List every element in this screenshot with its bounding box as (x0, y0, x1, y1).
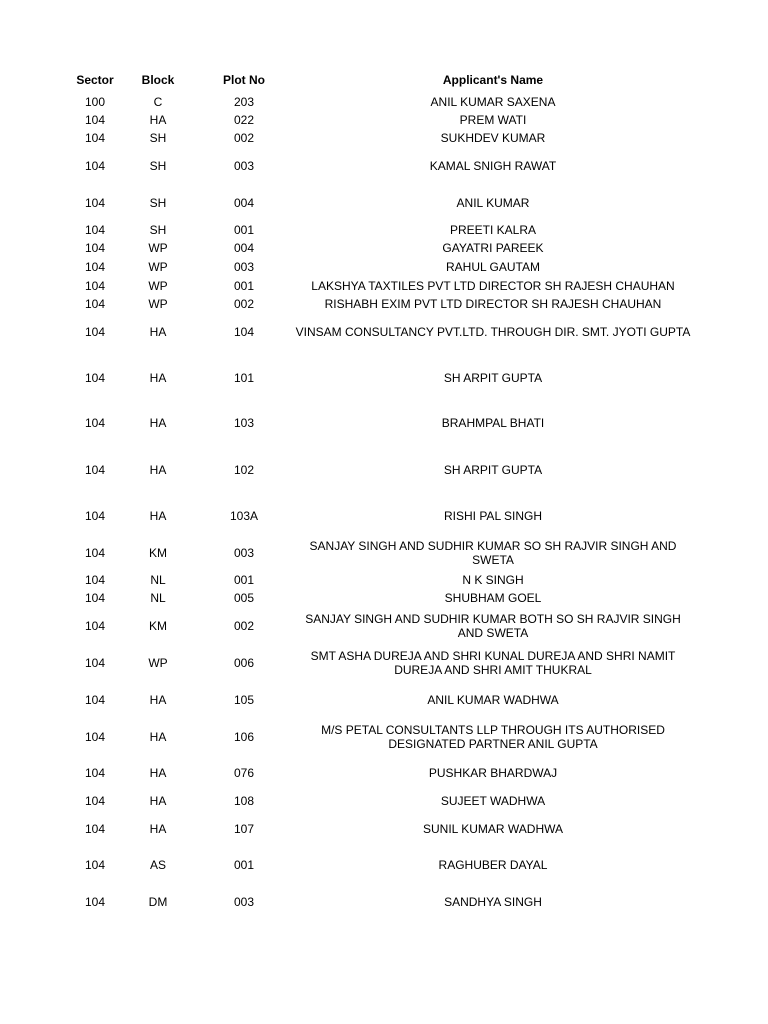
cell-block: HA (149, 509, 167, 523)
cell-block: HA (149, 693, 167, 707)
cell-sector: 104 (84, 416, 106, 430)
header-sector: Sector (76, 73, 114, 87)
cell-plot-no: 003 (233, 159, 255, 173)
cell-block: NL (150, 573, 166, 587)
cell-block: SH (149, 131, 167, 145)
cell-applicant-name: BRAHMPAL BHATI (441, 416, 545, 430)
table-header (0, 70, 768, 90)
cell-plot-no: 107 (233, 822, 255, 836)
cell-block: NL (150, 591, 166, 605)
cell-block: SH (149, 196, 167, 210)
cell-sector: 104 (84, 858, 106, 872)
header-plot-no: Plot No (223, 73, 265, 87)
cell-plot-no: 104 (233, 325, 255, 339)
cell-block: AS (149, 858, 166, 872)
cell-sector: 104 (84, 509, 106, 523)
cell-applicant-name: SMT ASHA DUREJA AND SHRI KUNAL DUREJA AND SHRI NAMIT DUREJA AND SHRI AMIT THUKRAL (310, 649, 676, 677)
cell-applicant-name: SHUBHAM GOEL (444, 591, 542, 605)
cell-plot-no: 022 (233, 113, 255, 127)
cell-block: HA (149, 325, 167, 339)
cell-sector: 104 (84, 241, 106, 255)
cell-sector: 104 (84, 463, 106, 477)
cell-plot-no: 203 (233, 95, 255, 109)
cell-block: KM (149, 546, 167, 560)
cell-sector: 104 (84, 371, 106, 385)
cell-sector: 104 (84, 159, 106, 173)
cell-sector: 100 (84, 95, 106, 109)
cell-plot-no: 105 (233, 693, 255, 707)
cell-plot-no: 103 (233, 416, 255, 430)
cell-applicant-name: SUJEET WADHWA (440, 794, 546, 808)
cell-plot-no: 003 (233, 895, 255, 909)
cell-applicant-name: RISHI PAL SINGH (443, 509, 543, 523)
cell-applicant-name: SANDHYA SINGH (444, 895, 542, 909)
cell-sector: 104 (84, 822, 106, 836)
cell-sector: 104 (84, 196, 106, 210)
header-block: Block (141, 73, 175, 87)
cell-plot-no: 001 (233, 279, 255, 293)
cell-sector: 104 (84, 730, 106, 744)
cell-plot-no: 102 (233, 463, 255, 477)
cell-plot-no: 106 (233, 730, 255, 744)
cell-plot-no: 004 (233, 241, 255, 255)
cell-plot-no: 002 (233, 297, 255, 311)
cell-block: HA (149, 766, 167, 780)
cell-plot-no: 002 (233, 619, 255, 633)
cell-applicant-name: PREM WATI (459, 113, 527, 127)
cell-applicant-name: ANIL KUMAR (456, 196, 530, 210)
cell-plot-no: 101 (233, 371, 255, 385)
cell-sector: 104 (84, 619, 106, 633)
cell-sector: 104 (84, 113, 106, 127)
cell-plot-no: 005 (233, 591, 255, 605)
cell-sector: 104 (84, 325, 106, 339)
cell-applicant-name: LAKSHYA TAXTILES PVT LTD DIRECTOR SH RAJESH CHAUHAN (311, 279, 675, 293)
cell-applicant-name: PREETI KALRA (449, 223, 537, 237)
cell-plot-no: 004 (233, 196, 255, 210)
cell-applicant-name: SANJAY SINGH AND SUDHIR KUMAR SO SH RAJVIR SINGH AND SWETA (309, 539, 677, 567)
cell-plot-no: 103A (229, 509, 259, 523)
cell-sector: 104 (84, 279, 106, 293)
cell-block: C (153, 95, 163, 109)
cell-plot-no: 003 (233, 260, 255, 274)
cell-block: WP (148, 656, 168, 670)
header-applicant-name: Applicant's Name (442, 73, 544, 87)
cell-sector: 104 (84, 573, 106, 587)
cell-sector: 104 (84, 794, 106, 808)
cell-block: HA (149, 730, 167, 744)
cell-applicant-name: RISHABH EXIM PVT LTD DIRECTOR SH RAJESH CHAUHAN (324, 297, 662, 311)
cell-applicant-name: RAGHUBER DAYAL (438, 858, 548, 872)
cell-applicant-name: SANJAY SINGH AND SUDHIR KUMAR BOTH SO SH RAJVIR SINGH AND SWETA (305, 612, 681, 640)
cell-block: KM (149, 619, 167, 633)
cell-plot-no: 006 (233, 656, 255, 670)
cell-block: WP (148, 241, 168, 255)
cell-sector: 104 (84, 766, 106, 780)
cell-plot-no: 001 (233, 223, 255, 237)
cell-sector: 104 (84, 223, 106, 237)
cell-applicant-name: SH ARPIT GUPTA (443, 463, 543, 477)
cell-applicant-name: SUKHDEV KUMAR (440, 131, 546, 145)
cell-applicant-name: ANIL KUMAR WADHWA (427, 693, 559, 707)
cell-sector: 104 (84, 260, 106, 274)
cell-plot-no: 002 (233, 131, 255, 145)
cell-applicant-name: PUSHKAR BHARDWAJ (428, 766, 558, 780)
cell-block: WP (148, 297, 168, 311)
cell-block: SH (149, 223, 167, 237)
cell-sector: 104 (84, 693, 106, 707)
cell-block: DM (148, 895, 168, 909)
cell-applicant-name: VINSAM CONSULTANCY PVT.LTD. THROUGH DIR. SMT. JYOTI GUPTA (295, 325, 691, 339)
cell-applicant-name: GAYATRI PAREEK (442, 241, 544, 255)
cell-block: HA (149, 371, 167, 385)
cell-applicant-name: SUNIL KUMAR WADHWA (422, 822, 563, 836)
cell-block: HA (149, 416, 167, 430)
cell-plot-no: 076 (233, 766, 255, 780)
cell-plot-no: 001 (233, 858, 255, 872)
cell-applicant-name: N K SINGH (462, 573, 524, 587)
cell-applicant-name: KAMAL SNIGH RAWAT (429, 159, 557, 173)
cell-plot-no: 108 (233, 794, 255, 808)
cell-applicant-name: RAHUL GAUTAM (445, 260, 540, 274)
cell-sector: 104 (84, 546, 106, 560)
cell-applicant-name: ANIL KUMAR SAXENA (430, 95, 556, 109)
cell-plot-no: 001 (233, 573, 255, 587)
cell-sector: 104 (84, 895, 106, 909)
cell-sector: 104 (84, 297, 106, 311)
cell-plot-no: 003 (233, 546, 255, 560)
cell-sector: 104 (84, 131, 106, 145)
cell-block: HA (149, 113, 167, 127)
cell-block: HA (149, 794, 167, 808)
cell-block: WP (148, 279, 168, 293)
cell-block: HA (149, 822, 167, 836)
cell-sector: 104 (84, 656, 106, 670)
cell-block: HA (149, 463, 167, 477)
cell-applicant-name: SH ARPIT GUPTA (443, 371, 543, 385)
cell-applicant-name: M/S PETAL CONSULTANTS LLP THROUGH ITS AUTHORISED DESIGNATED PARTNER ANIL GUPTA (321, 723, 665, 751)
cell-block: SH (149, 159, 167, 173)
cell-sector: 104 (84, 591, 106, 605)
cell-block: WP (148, 260, 168, 274)
